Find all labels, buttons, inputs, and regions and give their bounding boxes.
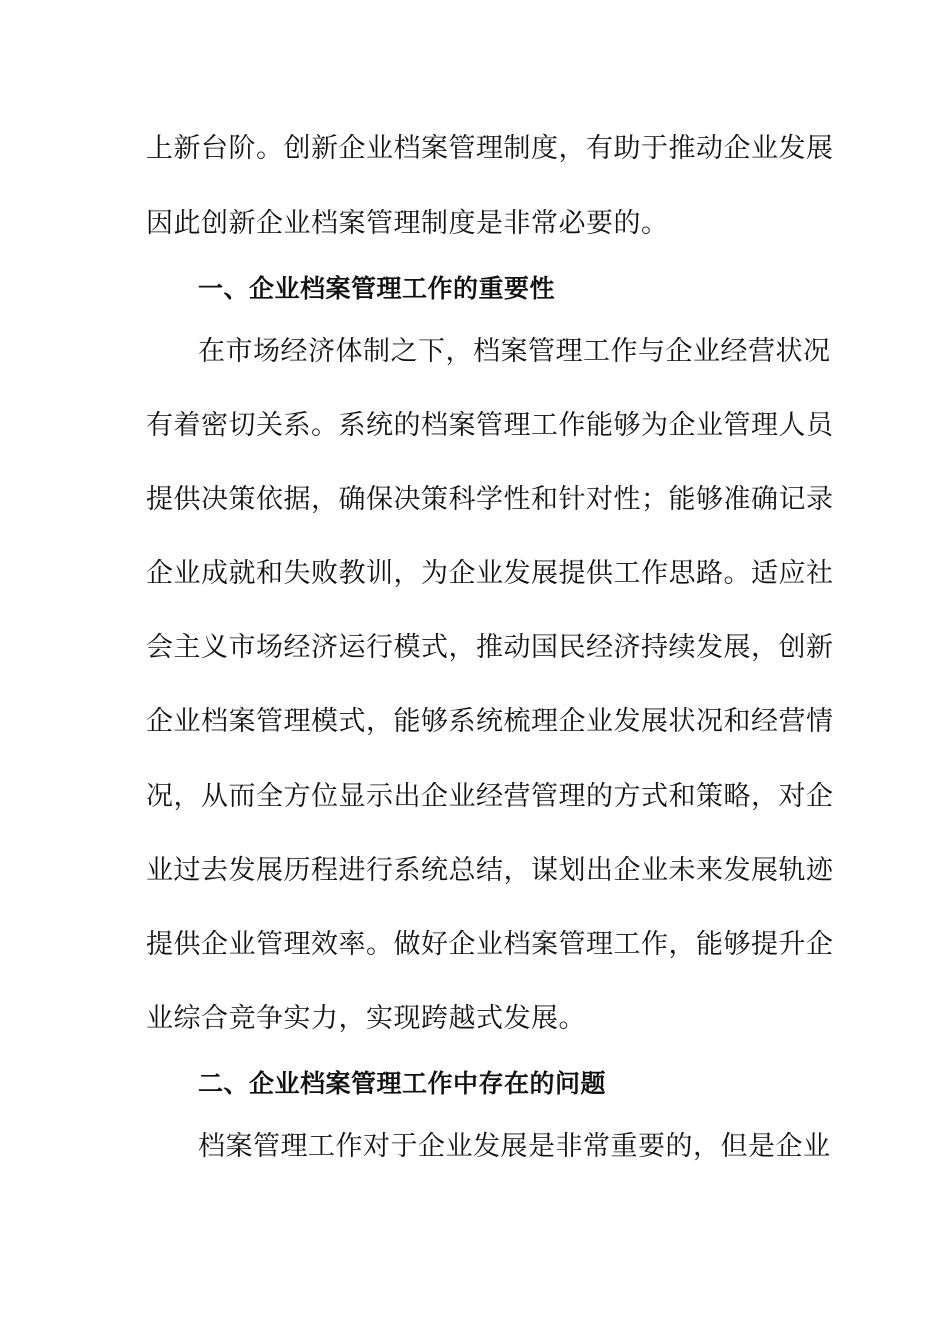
paragraph-line: 企业成就和失败教训，为企业发展提供工作思路。适应社 (146, 558, 834, 589)
paragraph-line: 上新台阶。创新企业档案管理制度，有助于推动企业发展 (146, 133, 834, 164)
paragraph-line: 业过去发展历程进行系统总结，谋划出企业未来发展轨迹 (146, 855, 834, 886)
section-heading: 一、企业档案管理工作的重要性 (198, 274, 556, 303)
paragraph-line: 况，从而全方位显示出企业经营管理的方式和策略，对企 (146, 781, 834, 812)
section-heading: 二、企业档案管理工作中存在的问题 (198, 1069, 607, 1098)
paragraph-line: 会主义市场经济运行模式，推动国民经济持续发展，创新 (146, 632, 834, 663)
paragraph-line: 在市场经济体制之下，档案管理工作与企业经营状况 (198, 336, 831, 367)
paragraph-line: 因此创新企业档案管理制度是非常必要的。 (146, 208, 669, 239)
paragraph-line: 提供企业管理效率。做好企业档案管理工作，能够提升企 (146, 929, 834, 960)
paragraph-line: 企业档案管理模式，能够系统梳理企业发展状况和经营情 (146, 706, 834, 737)
paragraph-line: 提供决策依据，确保决策科学性和针对性；能够准确记录 (146, 484, 834, 515)
paragraph-line: 有着密切关系。系统的档案管理工作能够为企业管理人员 (146, 410, 834, 441)
paragraph-line: 业综合竞争实力，实现跨越式发展。 (146, 1003, 586, 1034)
paragraph-line: 档案管理工作对于企业发展是非常重要的，但是企业 (198, 1131, 831, 1162)
